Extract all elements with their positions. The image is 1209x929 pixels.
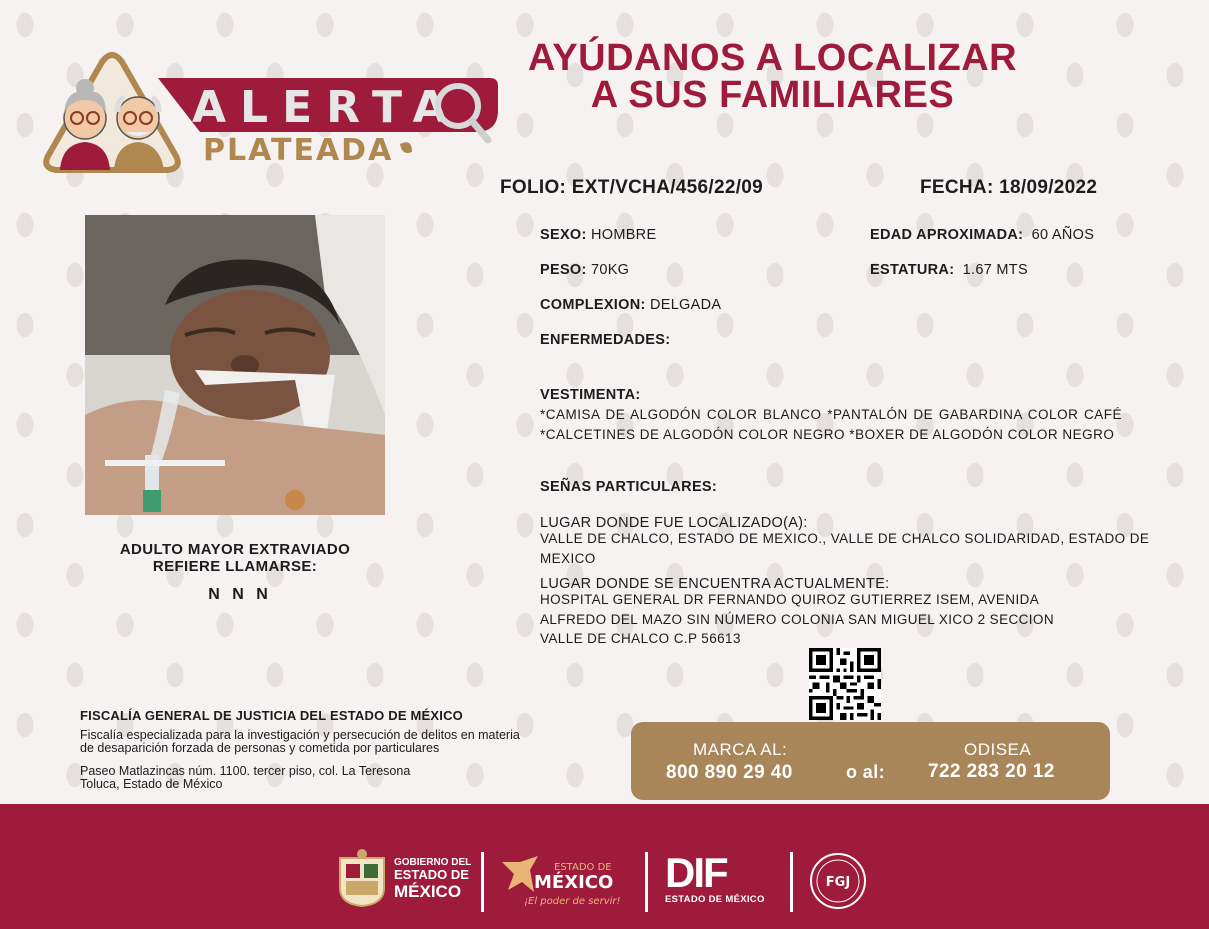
caption-line-2: REFIERE LLAMARSE: [152,558,318,575]
peso-label: PESO: [540,262,587,278]
edad-field [870,227,1094,243]
fiscalia-title: FISCALÍA GENERAL DE JUSTICIA DEL ESTADO DE MÉXICO [80,708,463,723]
enfermedades-label: ENFERMEDADES: [540,332,671,348]
estatura-label: ESTATURA: [870,262,955,278]
peso-value: 70KG [590,262,630,278]
complexion-value: DELGADA [649,297,722,313]
or-label: o al: [846,762,886,782]
gob-line-1: GOBIERNO DEL [394,857,472,868]
svg-text:PLATEADA: PLATEADA [203,133,394,168]
coat-of-arms-icon [336,848,388,908]
actual-label: LUGAR DONDE SE ENCUENTRA ACTUALMENTE: [540,576,890,592]
edad-label: EDAD APROXIMADA: [870,227,1024,243]
fiscalia-addr-line-2: Toluca, Estado de México [80,776,223,791]
edad-value: 60 AÑOS [1031,227,1095,243]
headline [500,37,1045,116]
localizado-label: LUGAR DONDE FUE LOCALIZADO(A): [540,515,808,531]
sexo-label: SEXO: [540,227,587,243]
vestimenta-label [540,387,641,403]
person-name: N N N [208,586,272,603]
svg-text:¡El poder de servir!: ¡El poder de servir! [524,896,621,907]
peso-field [540,262,629,278]
fecha: FECHA: 18/09/2022 [920,177,1098,198]
svg-text:ALERTA: ALERTA [192,82,461,133]
dif-subtext: ESTADO DE MÉXICO [665,894,765,905]
localizado-value: VALLE DE CHALCO, ESTADO DE MEXICO., VALLE DE CHALCO SOLIDARIDAD, ESTADO DE MEXICO [540,531,1150,566]
footer [0,804,1209,929]
footer-divider [481,852,484,912]
fiscalia-description [80,729,620,754]
odisea-number[interactable]: 722 283 20 12 [928,761,1055,782]
odisea-label: ODISEA [964,740,1032,759]
sexo-field [540,227,656,243]
contact-box [631,722,1110,800]
vestimenta-value: *CAMISA DE ALGODÓN COLOR BLANCO *PANTALÓN DE GABARDINA COLOR CAFÉ *CALCETINES DE ALGODÓN COLOR NEGRO *BOXER DE ALGODÓN COLOR NEGRO [540,407,1122,442]
estatura-field [870,262,1028,278]
fgj-logo [809,852,867,910]
footer-divider [790,852,793,912]
svg-text:ESTADO DE: ESTADO DE [554,862,612,873]
enfermedades-field [540,332,670,348]
dif-logo [665,849,765,905]
photo-caption [85,541,385,575]
alerta-plateada-logo [40,48,500,178]
dif-text: DIF [665,849,727,896]
estado-de-mexico-logo [500,852,630,910]
marca-label: MARCA AL: [693,740,788,759]
headline-line-2: A SUS FAMILIARES [590,74,955,116]
gobierno-edomex-logo [394,857,471,901]
qr-code[interactable] [809,648,881,720]
senas-field [540,479,717,495]
folio: FOLIO: EXT/VCHA/456/22/09 [500,177,764,198]
senas-label: SEÑAS PARTICULARES: [540,479,718,495]
gob-line-3: MÉXICO [394,882,462,901]
caption-line-1: ADULTO MAYOR EXTRAVIADO [119,541,351,558]
estatura-value: 1.67 MTS [962,262,1028,278]
actual-value: HOSPITAL GENERAL DR FERNANDO QUIROZ GUTIERREZ ISEM, AVENIDA ALFREDO DEL MAZO SIN NÚMERO COLONIA SAN MIGUEL XICO 2 SECCION VALLE DE CHALCO C.P 56613 [540,592,1054,646]
sexo-value: HOMBRE [590,227,657,243]
footer-divider [645,852,648,912]
complexion-field [540,297,721,313]
complexion-label: COMPLEXION: [540,297,646,313]
fiscalia-address [80,765,620,790]
fiscalia-addr-line-1: Paseo Matlazincas núm. 1100. tercer piso, col. La Teresona [80,764,411,778]
fiscalia-desc-line-2: de desaparición forzada de personas y cometida por particulares [80,740,440,755]
vestimenta-label-text: VESTIMENTA: [540,387,641,403]
person-photo [85,215,385,515]
gob-line-2: ESTADO DE [394,867,469,882]
headline-line-1: AYÚDANOS A LOCALIZAR [527,37,1018,79]
svg-text:MÉXICO: MÉXICO [534,872,614,893]
marca-number[interactable]: 800 890 29 40 [666,762,793,783]
svg-text:FGJ: FGJ [825,875,851,890]
fiscalia-desc-line-1: Fiscalía especializada para la investigación y persecución de delitos en materia [80,728,520,742]
